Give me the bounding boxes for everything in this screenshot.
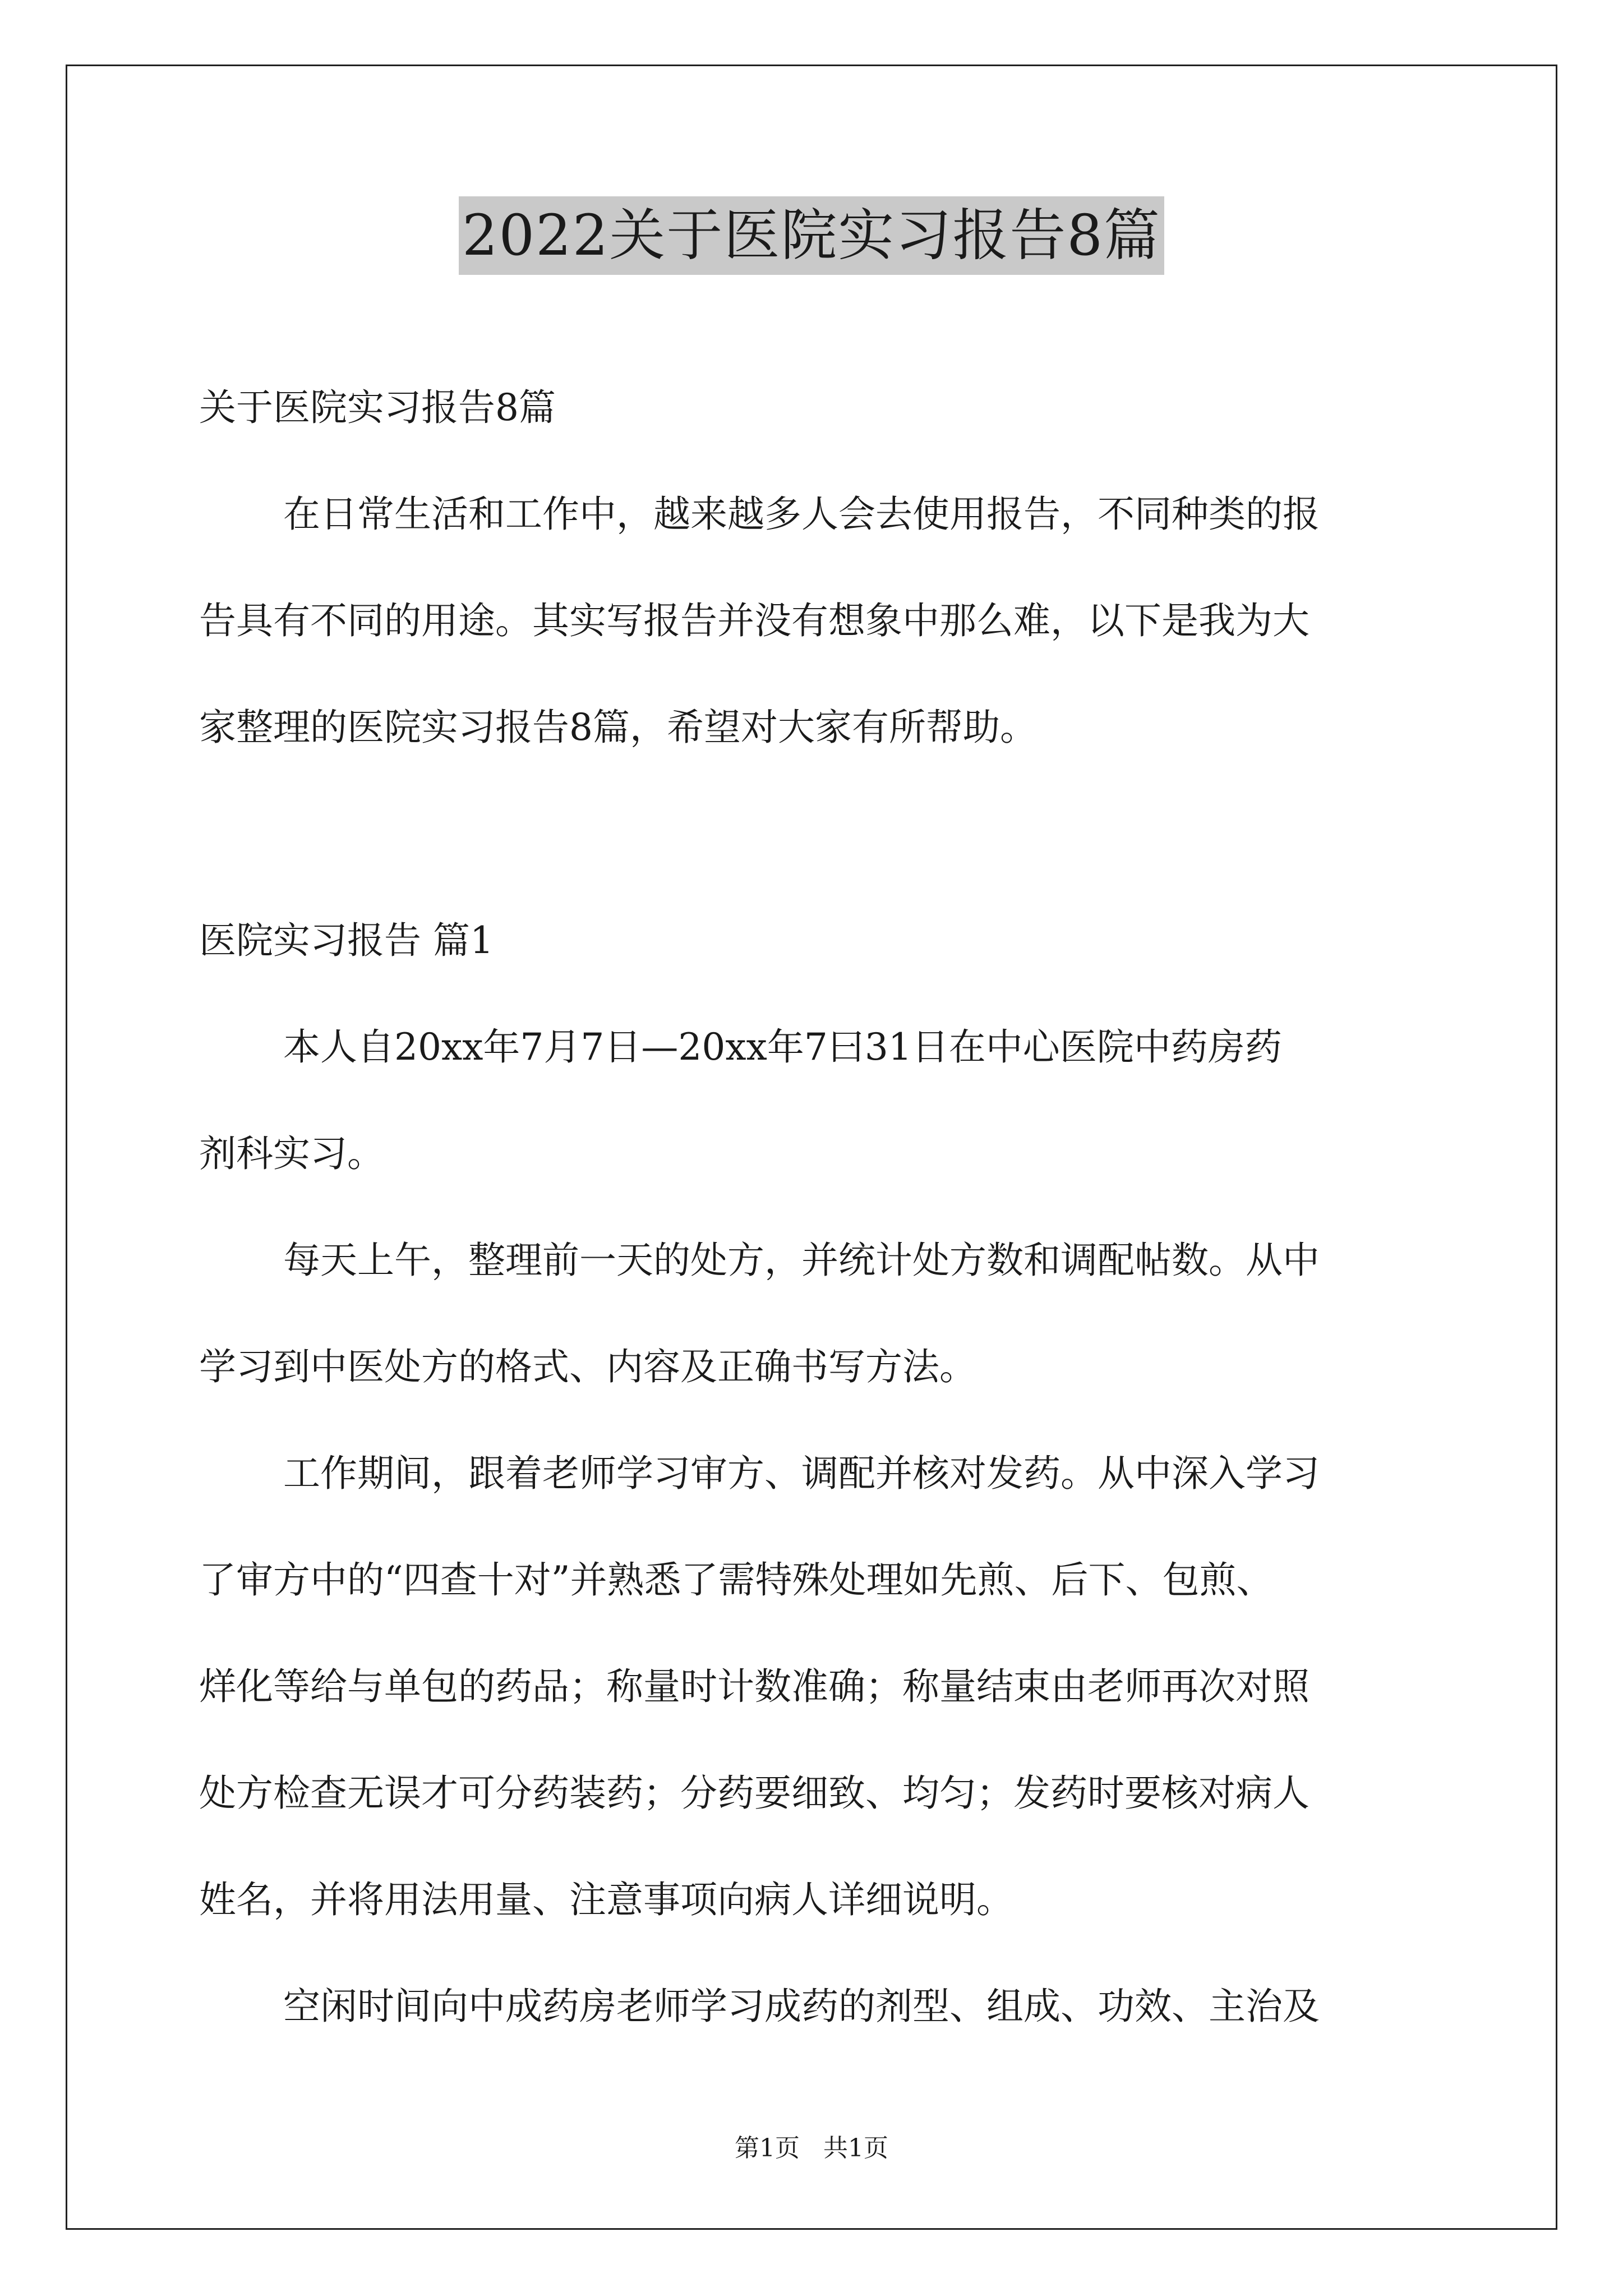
document-subtitle: 关于医院实习报告8篇 (199, 386, 556, 429)
title-container (0, 196, 1623, 275)
paragraph-line: 本人自20xx年7月7日—20xx年7曰31日在中心医院中药房药 (283, 1025, 1282, 1069)
paragraph-line: 每天上午，整理前一天的处方，并统计处方数和调配帖数。从中 (283, 1239, 1320, 1282)
paragraph-line: 处方检查无误才可分药装药；分药要细致、均匀；发药时要核对病人 (199, 1772, 1310, 1815)
paragraph-line: 了审方中的“四查十对”并熟悉了需特殊处理如先煎、后下、包煎、 (199, 1558, 1274, 1602)
intro-line: 在日常生活和工作中，越来越多人会去使用报告，不同种类的报 (283, 493, 1320, 536)
page-total: 共1页 (823, 2134, 888, 2162)
paragraph-line: 空闲时间向中成药房老师学习成药的剂型、组成、功效、主治及 (283, 1985, 1320, 2028)
paragraph-line: 工作期间，跟着老师学习审方、调配并核对发药。从中深入学习 (283, 1452, 1320, 1495)
document-title: 2022关于医院实习报告8篇 (459, 196, 1164, 275)
document-body (199, 355, 1433, 2060)
paragraph-line: 烊化等给与单包的药品；称量时计数准确；称量结束由老师再次对照 (199, 1665, 1310, 1708)
blank-line (199, 781, 1433, 887)
paragraph-line: 剂科实习。 (199, 1132, 384, 1175)
page-footer (0, 2132, 1623, 2165)
paragraph-line: 学习到中医处方的格式、内容及正确书写方法。 (199, 1345, 976, 1388)
page-number: 第1页 (735, 2134, 800, 2162)
intro-line: 告具有不同的用途。其实写报告并没有想象中那么难，以下是我为大 (199, 599, 1310, 642)
section-heading: 医院实习报告 篇1 (199, 919, 494, 962)
intro-line: 家整理的医院实习报告8篇，希望对大家有所帮助。 (199, 706, 1037, 749)
paragraph-line: 姓名，并将用法用量、注意事项向病人详细说明。 (199, 1878, 1013, 1921)
